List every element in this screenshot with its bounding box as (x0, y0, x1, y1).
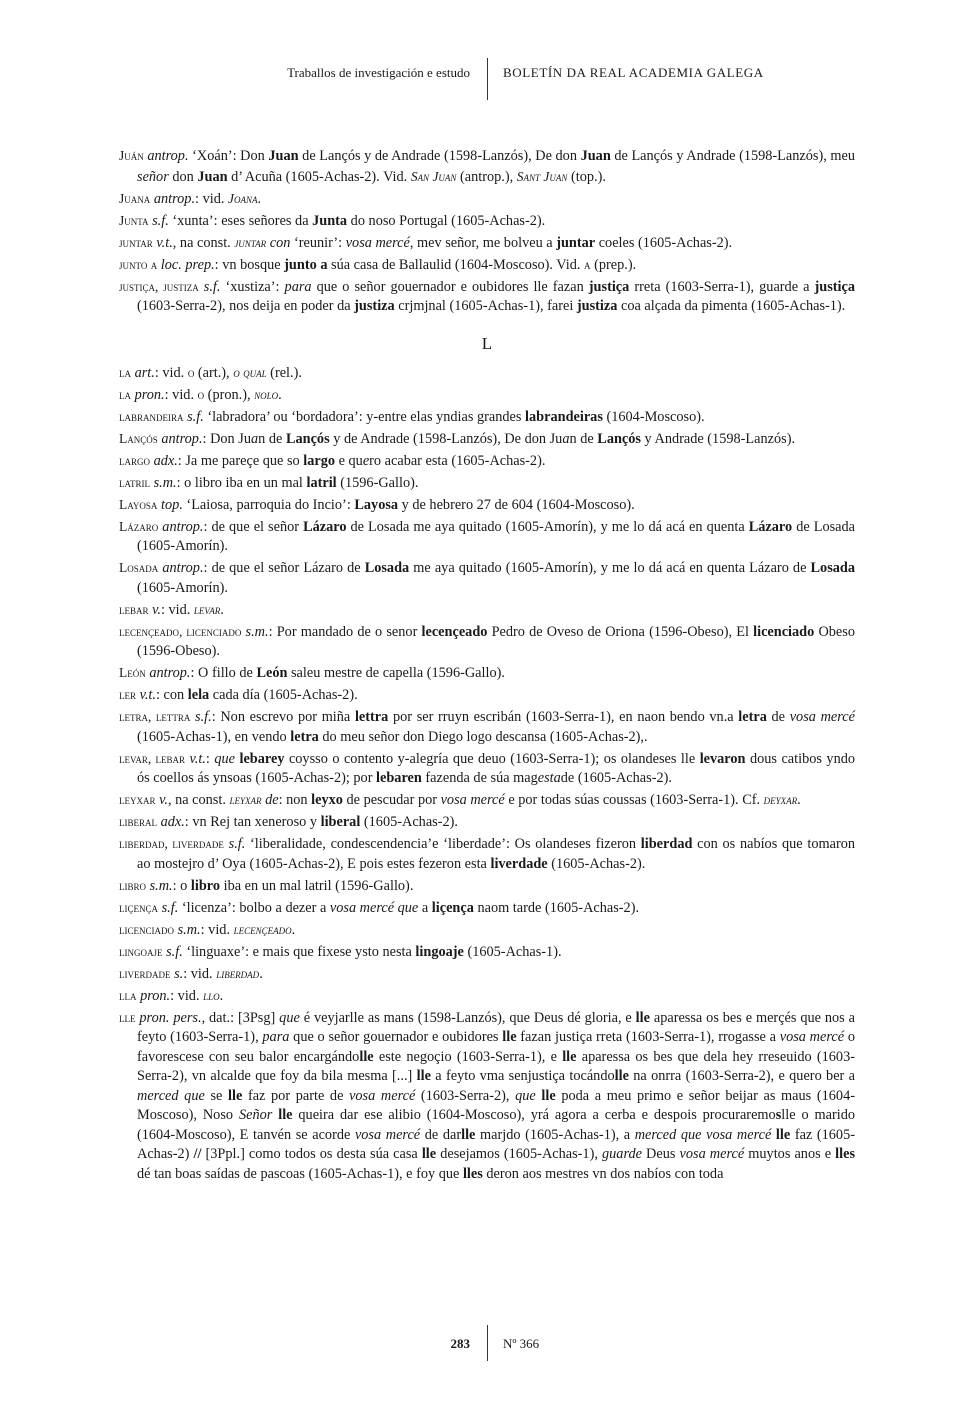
entry-definition: s.f. ‘xunta’: eses señores da Junta do noso Portugal (1605-Achas-2). (152, 212, 546, 229)
dictionary-entry (119, 495, 855, 516)
dictionary-entry (119, 189, 855, 210)
entry-definition: antrop.: O fillo de León saleu mestre de capella (1596-Gallo). (149, 665, 505, 681)
dictionary-entry (119, 1008, 855, 1185)
issue-number: Nº 366 (503, 1336, 540, 1351)
entry-definition: s.m.: vid. lecençeado. (177, 921, 296, 938)
entry-definition: s.m.: o libro iba en un mal latril (1596-Gallo). (149, 877, 414, 894)
entry-definition: s.f. ‘xustiza’: para que o señor gouernador e oubidores lle fazan justiça rreta (1603-Serra-1), guarde a justiça (1603-Serra-2), nos deija en poder da justiza crjmjnal (1605-Achas-1), farei justiza coa alçada da pimenta (1605-Achas-1). (137, 278, 856, 314)
dictionary-entry (119, 707, 855, 747)
entry-definition: antrop.: de que el señor Lázaro de Losada me aya quitado (1605-Amorín), y me lo dá acá en quenta Lázaro de Losada (1605-Amorín). (137, 518, 856, 554)
entry-headword: lla (119, 987, 137, 1003)
dictionary-entry (119, 898, 855, 919)
dictionary-entry (119, 385, 855, 406)
entry-headword: largo (119, 452, 150, 468)
entry-definition: s.f.: Non escrevo por miña lettra por ser rruyn escribán (1603-Serra-1), en naon bendo vn.a letra de vosa mercé (1605-Achas-1), en vendo letra do meu señor don Diego logo descansa (1605-Achas-2),. (137, 709, 855, 745)
entry-headword: Layosa (119, 496, 158, 512)
page-footer (0, 1325, 975, 1361)
entry-headword: lingoaje (119, 943, 163, 959)
entry-headword: ler (119, 687, 136, 702)
entry-headword: liberdad, liverdade (119, 836, 224, 851)
dictionary-entry (119, 812, 855, 833)
entry-definition: top. ‘Laiosa, parroquia do Incio’: Layosa y de hebrero 27 de 604 (1604-Moscoso). (161, 496, 635, 513)
dictionary-entry (119, 622, 855, 662)
entries-l-section (119, 363, 855, 1185)
entry-definition: adx.: Ja me pareçe que so largo e quero acabar esta (1605-Achas-2). (153, 452, 546, 469)
entry-headword: Losada (119, 560, 159, 575)
entry-headword: Juana (119, 190, 151, 206)
entry-headword: justiça, justiza (119, 278, 199, 294)
entry-headword: León (119, 665, 146, 680)
entry-definition: s.f. ‘liberalidade, condescendencia’e ‘liberdade’: Os olandeses fizeron liberdad con os nabíos que tomaron ao mostejro d’ Oya (1605-Achas-2), E pois estes fezeron esta liverdade (1605-Achas-2). (137, 836, 856, 872)
entry-headword: libro (119, 877, 146, 893)
entry-definition: v.t.: que lebarey coysso o contento y-alegría que deuo (1603-Serra-1); os olandeses lle levaron dous catibos yndo ós coellos ás ynsoas (1605-Achas-2); por lebaren fazenda de súa magestade (1605-Achas-2). (137, 750, 856, 786)
dictionary-entry (119, 986, 855, 1007)
entry-definition: pron.: vid. o (pron.), nolo. (134, 386, 282, 403)
entry-definition: pron.: vid. llo. (140, 987, 224, 1004)
header-journal-title: BOLETÍN DA REAL ACADEMIA GALEGA (503, 65, 764, 80)
entry-definition: s.f. ‘labradora’ ou ‘bordadora’: y-entre elas yndias grandes labrandeiras (1604-Moscoso). (187, 408, 705, 425)
dictionary-entry (119, 790, 855, 811)
entry-definition: antrop. ‘Xoán’: Don Juan de Lançós y de Andrade (1598-Lanzós), De don Juan de Lançós y Andrade (1598-Lanzós), meu señor don Juan d’ Acuña (1605-Achas-2). Vid. San Juan (antrop.), Sant Juan (top.). (137, 148, 856, 185)
entry-headword: lebar (119, 601, 149, 617)
entry-definition: pron. pers., dat.: [3Psg] que é veyjarlle as mans (1598-Lanzós), que Deus dé gloria, e lle aparessa os bes e merçés que nos a feyto (1603-Serra-1), para que o señor gouernador e oubidores lle fazan justiça rreta (1603-Serra-1), rrogasse a vosa mercé o favorescese con seu balor encargándolle este negoçio (1603-Serra-1), e lle aparessa os bes que dela hey rreseuido (1603-Serra-2), vn alcalde que foy da bila mesma [...] lle a feyto vma senjustiça tocándolle na onrra (1603-Serra-2), e quero ber a merced que se lle faz por parte de vosa mercé (1603-Serra-2), que lle poda a meu primo e señor beijar as maus (1604-Moscoso), Noso Señor lle queira dar ese alibio (1604-Moscoso), yrá agora a cerba e despois procuraremoslle o marido (1604-Moscoso), E tanvén se acorde vosa mercé de darlle marjdo (1605-Achas-1), a merced que vosa mercé lle faz (1605-Achas-2) // [3Ppl.] como todos os desta súa casa lle desejamos (1605-Achas-1), guarde Deus vosa mercé muytos anos e lles dé tan boas saídas de pascoas (1605-Achas-1), e foy que lles deron aos mestres vn dos nabíos con toda (137, 1009, 856, 1182)
dictionary-entry (119, 146, 855, 187)
entries-j-section (119, 146, 855, 317)
entry-headword: lle (119, 1009, 136, 1025)
dictionary-entry (119, 834, 855, 874)
dictionary-entry (119, 407, 855, 428)
entry-headword: Juán (119, 148, 144, 163)
entry-headword: la (119, 386, 131, 402)
entry-headword: latril (119, 474, 150, 490)
dictionary-entry (119, 473, 855, 494)
footer-divider (487, 1325, 488, 1361)
dictionary-entry (119, 920, 855, 941)
dictionary-entry (119, 429, 855, 450)
entry-definition: v.t.: con lela cada día (1605-Achas-2). (139, 687, 358, 703)
dictionary-entry (119, 663, 855, 684)
entry-headword: liçença (119, 899, 158, 915)
entry-definition: s.m.: Por mandado de o senor lecençeado Pedro de Oveso de Oriona (1596-Obeso), El licenciado Obeso (1596-Obeso). (137, 623, 855, 659)
entry-definition: antrop.: Don Juan de Lançós y de Andrade (1598-Lanzós), De don Juan de Lançós y Andrade (1598-Lanzós). (161, 430, 796, 447)
entry-definition: s.f. ‘linguaxe’: e mais que fixese ysto nesta lingoaje (1605-Achas-1). (166, 943, 562, 960)
entry-headword: leyxar (119, 792, 156, 807)
page-number: 283 (450, 1336, 470, 1351)
dictionary-entry (119, 233, 855, 254)
dictionary-entry (119, 600, 855, 621)
entry-definition: v., na const. leyxar de: non leyxo de pescudar por vosa mercé e por todas súas coussas (1603-Serra-1). Cf. deyxar. (159, 792, 801, 808)
entry-headword: la (119, 364, 131, 380)
dictionary-entry (119, 876, 855, 897)
dictionary-entry (119, 964, 855, 985)
dictionary-entry (119, 685, 855, 706)
entry-headword: Lázaro (119, 518, 159, 534)
entry-headword: liverdade (119, 965, 171, 981)
entry-definition: antrop.: vid. Joana. (153, 190, 262, 207)
entry-definition: loc. prep.: vn bosque junto a súa casa de Ballaulid (1604-Moscoso). Vid. a (prep.). (160, 256, 637, 273)
entry-headword: Junta (119, 212, 149, 228)
header-divider (487, 58, 488, 100)
entry-headword: labrandeira (119, 408, 184, 424)
entry-headword: letra, lettra (119, 709, 191, 724)
entry-headword: lecençeado, licenciado (119, 623, 242, 639)
dictionary-entry (119, 451, 855, 472)
section-letter: L (481, 333, 493, 353)
entry-headword: junto a (119, 256, 158, 272)
dictionary-entry (119, 749, 855, 789)
entry-headword: liberal (119, 814, 157, 829)
dictionary-entry (119, 942, 855, 963)
entry-definition: antrop.: de que el señor Lázaro de Losada me aya quitado (1605-Amorín), y me lo dá acá en quenta Lázaro de Losada (1605-Amorín). (137, 560, 856, 596)
entry-headword: juntar (119, 234, 153, 250)
entry-headword: licenciado (119, 921, 174, 937)
entry-definition: adx.: vn Rej tan xeneroso y liberal (1605-Achas-2). (160, 814, 458, 830)
entry-headword: levar, lebar (119, 750, 185, 766)
dictionary-body (119, 146, 855, 1186)
entry-definition: s.: vid. liberdad. (174, 965, 263, 982)
entry-headword: Lançós (119, 430, 158, 446)
dictionary-entry (119, 211, 855, 232)
entry-definition: art.: vid. o (art.), o qual (rel.). (134, 364, 302, 381)
header-section-title: Traballos de investigación e estudo (287, 65, 470, 80)
dictionary-entry (119, 517, 855, 557)
entry-definition: s.m.: o libro iba en un mal latril (1596-Gallo). (153, 474, 419, 491)
entry-definition: s.f. ‘licenza’: bolbo a dezer a vosa mercé que a liçença naom tarde (1605-Achas-2). (161, 899, 640, 916)
dictionary-entry (119, 255, 855, 276)
running-header (0, 58, 975, 98)
dictionary-entry (119, 558, 855, 598)
dictionary-entry (119, 277, 855, 317)
entry-definition: v.t., na const. juntar con ‘reunir’: vosa mercé, mev señor, me bolveu a juntar coeles (1605-Achas-2). (156, 234, 733, 251)
entry-definition: v.: vid. levar. (152, 601, 224, 618)
dictionary-entry (119, 363, 855, 384)
